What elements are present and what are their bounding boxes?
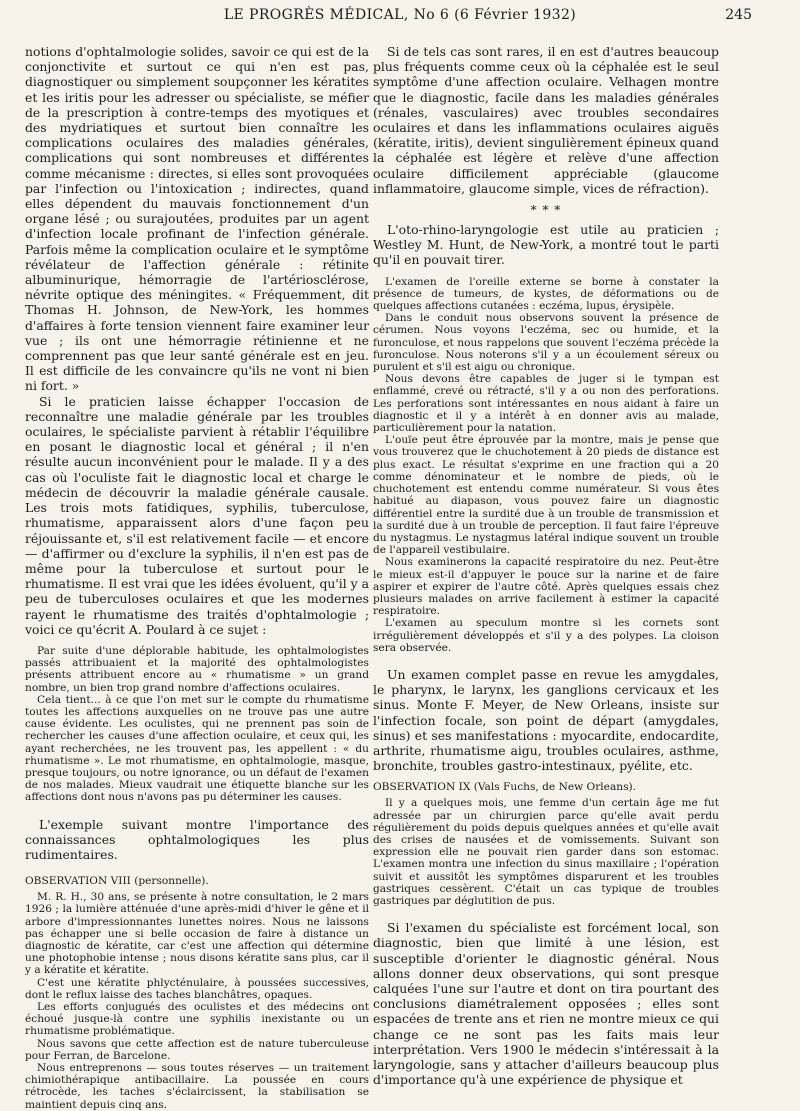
paragraph: Si l'examen du spécialiste est forcément local, son diagnostic, bien que limité à une lésion, est susceptible d'orienter le diagnostic général. Nous allons donner deux observations, qui sont presque calquées l'une sur l'autre et dont on tira pourtant des conclusions diamétralement opposées ; elles sont espacées de trente ans et rien ne montre mieux ce qui change ce ne sont pas les faits mais leur interprétation. Vers 1900 le médecin s'intéressait à la laryngologie, sans y attacher d'ailleurs beaucoup plus d'importance qu'à une expérience de physique et	[373, 920, 719, 1088]
observation-paragraph: C'est une kératite phlycténulaire, à poussées successives, dont le reflux laisse des taches blanchâtres, opaques.	[25, 976, 369, 1001]
left-column	[25, 44, 369, 1111]
observation-paragraph: Nous entreprenons — sous toutes réserves — un traitement chimiothérapique antibacillaire. La poussée en cours rétrocède, les taches s'éclaircissent, la stabilisation se maintient depuis cinq ans.	[25, 1062, 369, 1111]
observation-paragraph: Nous savons que cette affection est de nature tuberculeuse pour Ferran, de Barcelone.	[25, 1037, 369, 1062]
quote-paragraph: L'ouïe peut être éprouvée par la montre, mais je pense que vous trouverez que le chuchotement à 20 pieds de distance est plus exact. Le résultat s'exprime en une fraction qui a 20 comme dénominateur et le nombre de pieds, où le chuchotement est entendu comme numérateur. Si vous êtes habitué au diapason, vous pouvez faire un diagnostic différentiel entre la surdité due à un trouble de transmission et la surdité due à un trouble de perception. Il faut faire l'épreuve du nystagmus. Le nystagmus latéral indique souvent un trouble de l'appareil vestibulaire.	[373, 434, 719, 557]
paragraph: Si le praticien laisse échapper l'occasion de reconnaître une maladie générale par les troubles oculaires, le spécialiste parvient à rétablir l'équilibre en posant le diagnostic local et général ; il n'en résulte aucun inconvénient pour le malade. Il y a des cas où l'oculiste fait le diagnostic local et charge le médecin de découvrir la maladie générale causale. Les trois mots fatidiques, syphilis, tuberculose, rhumatisme, apparaissent alors d'une façon peu réjouissante et, s'il est relativement facile — et encore — d'affirmer ou d'exclure la syphilis, il n'en est pas de même pour la tuberculose et surtout pour le rhumatisme. Il est vrai que les idées évoluent, qu'il y a peu de tuberculoses oculaires et que les modernes rayent le rhumatisme des traités d'ophtalmologie ; voici ce qu'écrit A. Poulard à ce sujet :	[25, 393, 369, 637]
observation-title: OBSERVATION IX (Vals Fuchs, de New Orleans).	[373, 781, 637, 794]
observation-title: OBSERVATION VIII (personnelle).	[25, 875, 209, 888]
observation-paragraph: Les efforts conjugués des oculistes et des médecins ont échoué jusque-là contre une syphilis inexistante ou un rhumatisme problématique.	[25, 1001, 369, 1038]
paragraph: Un examen complet passe en revue les amygdales, le pharynx, le larynx, les ganglions cervicaux et les sinus. Monte F. Meyer, de New Orleans, insiste sur l'infection focale, son point de départ (amygdales, sinus) et ses manifestations : myocardite, endocardite, arthrite, rhumatisme aigu, troubles oculaires, asthme, bronchite, troubles gastro-intestinaux, pyélite, etc.	[373, 666, 719, 774]
running-title: LE PROGRÈS MÉDICAL, No 6 (6 Février 1932)	[223, 7, 577, 23]
page-header	[0, 0, 800, 30]
paragraph: notions d'ophtalmologie solides, savoir ce qui est de la conjonctivite et surtout ce qui n'en est pas, diagnostiquer ou simplement soupçonner les kératites et les iritis pour les adresser ou spécialiste, se méfier de la prescription à contre-temps des myotiques et des mydriatiques et surtout bien connaître les complications oculaires des maladies générales, complications qui sont nombreuses et différentes comme mécanisme : directes, si elles sont provoquées par l'infection ou l'intoxication ; indirectes, quand elles dépendent du mauvais fonctionnement d'un organe lésé ; ou surajoutées, produites par un agent d'infection locale profinant de l'infection générale. Parfois même la complication oculaire et le symptôme révélateur de l'affection générale : rétinite albuminurique, hémorragie de l'artériosclérose, névrite optique des méningites. « Fréquemment, dit Thomas H. Johnson, de New-York, les hommes d'affaires à forte tension viennent faire examiner leur vue ; ils ont une hémorragie rétinienne et ne comprennent pas que leur santé générale est en jeu. Il est difficile de les convaincre qu'ils ne vont ni bien ni fort. »	[25, 44, 369, 394]
quote-paragraph: Nous examinerons la capacité respiratoire du nez. Peut-être le mieux est-il d'appuyer le pouce sur la narine et de faire aspirer et expirer de l'autre côté. Après quelques essais chez plusieurs malades on arrive facilement à estimer la capacité respiratoire.	[373, 556, 719, 618]
section-asterism: * * *	[530, 203, 562, 218]
observation-paragraph: M. R. H., 30 ans, se présente à notre consultation, le 2 mars 1926 ; la lumière atténuée d'une après-midi d'hiver le gêne et il arbore d'impressionnantes lunettes noires. Nous ne laissons pas échapper une si belle occasion de faire à distance un diagnostic de kératite, car c'est une affection qui détermine une photophobie intense ; nous disons kératite sans plus, car il y a kératite et kératite.	[25, 891, 369, 977]
quote-paragraph: Par suite d'une déplorable habitude, les ophtalmologistes passés attribuaient et la majorité des ophtalmologistes présents attribuent encore au « rhumatisme » un grand nombre, un bien trop grand nombre d'affections oculaires.	[25, 644, 369, 694]
quote-paragraph: L'examen au speculum montre si les cornets sont irrégulièrement développés et s'il y a des polypes. La cloison sera observée.	[373, 617, 719, 654]
paragraph: L'exemple suivant montre l'importance des connaissances ophtalmologiques les plus rudimentaires.	[25, 816, 369, 862]
right-column	[373, 44, 719, 1087]
quote-paragraph: Dans le conduit nous observons souvent la présence de cérumen. Nous voyons l'eczéma, sec ou humide, et la furonculose, et nous rappelons que souvent l'eczéma précède la furonculose. Nous noterons s'il y a un écoulement séreux ou purulent et s'il est aigu ou chronique.	[373, 312, 719, 374]
quote-paragraph: Nous devons être capables de juger si le tympan est enflammé, crevé ou rétracté, s'il y a ou non des perforations. Les perforations sont intéressantes en nous aidant à faire un diagnostic et il y a intérêt à en donner avis au malade, particulièrement pour la natation.	[373, 373, 719, 435]
quote-paragraph: L'examen de l'oreille externe se borne à constater la présence de tumeurs, de kystes, de déformations ou de quelques affections cutanées : eczéma, lupus, érysipèle.	[373, 275, 719, 313]
observation-paragraph: Il y a quelques mois, une femme d'un certain âge me fut adressée par un chirurgien parce qu'elle avait perdu régulièrement du poids depuis quelques années et qu'elle avait des crises de nausées et de vomissements. Suivant son expression elle ne pouvait rien garder dans son estomac. L'examen montra une infection du sinus maxillaire ; l'opération suivit et aussitôt les symptômes disparurent et les troubles gastriques cessèrent. C'était un cas typique de troubles gastriques par déglutition de pus.	[373, 797, 719, 907]
paragraph: L'oto-rhino-laryngologie est utile au praticien ; Westley M. Hunt, de New-York, a montré tout le parti qu'il en pouvait tirer.	[373, 222, 719, 268]
page-number: 245	[725, 7, 752, 23]
quote-paragraph: Cela tient... à ce que l'on met sur le compte du rhumatisme toutes les affections auxquelles on ne trouve pas une autre cause évidente. Les oculistes, qui ne prennent pas soin de rechercher les causes d'une affection oculaire, et ceux qui, les ayant recherchées, ne les trouvent pas, les appellent : « du rhumatisme ». Le mot rhumatisme, en ophtalmologie, masque, presque toujours, ou notre ignorance, ou un défaut de l'examen de nos malades. Mieux vaudrait une étiquette blanche sur les affections dont nous n'avons pas pu déterminer les causes.	[25, 693, 369, 804]
paragraph: Si de tels cas sont rares, il en est d'autres beaucoup plus fréquents comme ceux où la céphalée est le seul symptôme d'une affection oculaire. Velhagen montre que le diagnostic, facile dans les maladies générales (rénales, vasculaires) avec troubles secondaires oculaires et dans les inflammations oculaires aiguës (kératite, iritis), devient singulièrement épineux quand la céphalée est légère et relève d'une affection oculaire difficilement appréciable (glaucome inflammatoire, glaucome simple, vices de réfraction).	[373, 44, 719, 196]
